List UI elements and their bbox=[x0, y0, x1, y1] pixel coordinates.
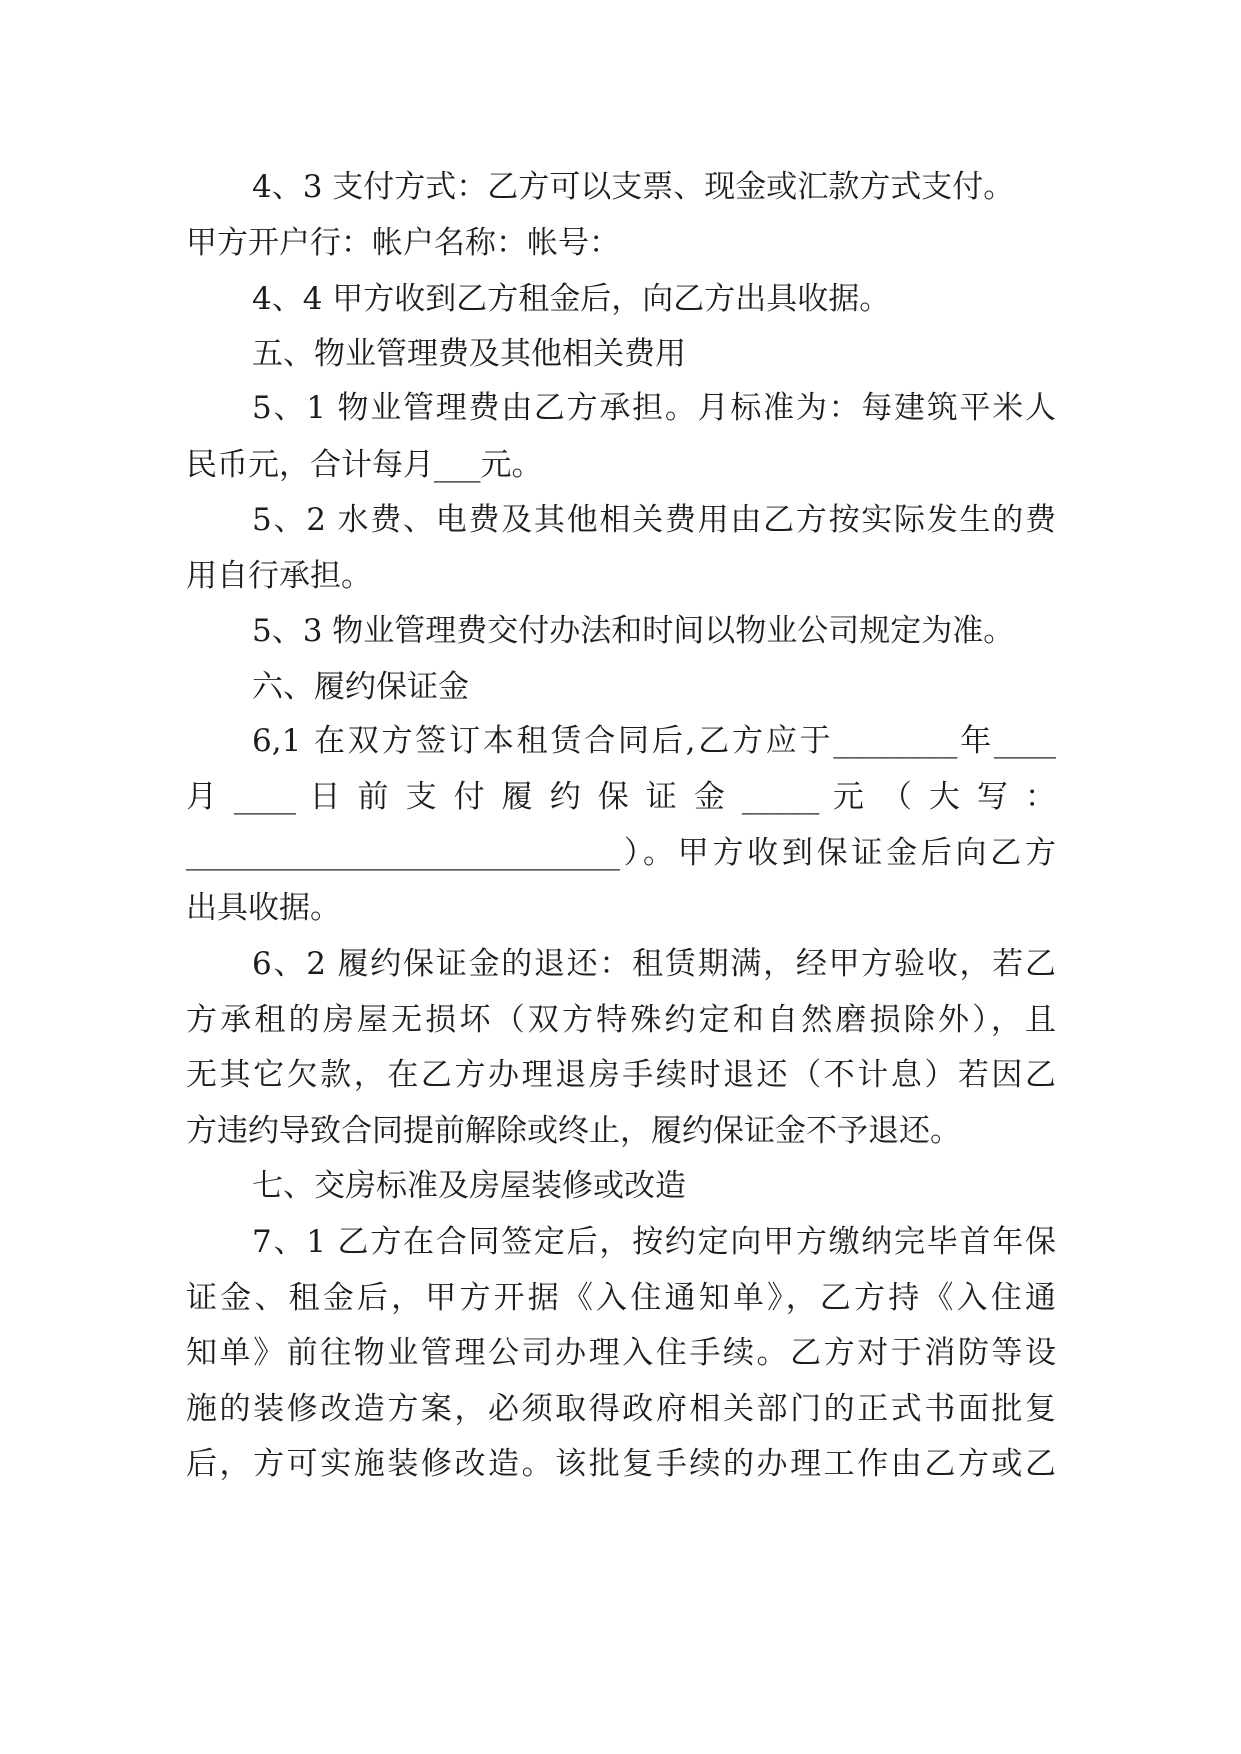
clause-6-1-line-4: 出具收据。 bbox=[186, 890, 341, 926]
clause-4-3-payment-method: 4、3 支付方式：乙方可以支票、现金或汇款方式支付。 bbox=[252, 169, 1015, 205]
clause-5-1-line-2: 民币元，合计每月___元。 bbox=[186, 447, 543, 483]
clause-5-1-line-1: 5、1 物业管理费由乙方承担。月标准为：每建筑平米人 bbox=[252, 390, 1056, 426]
clause-6-2-line-1: 6、2 履约保证金的退还：租赁期满，经甲方验收，若乙 bbox=[252, 946, 1056, 982]
clause-7-1-line-5: 后，方可实施装修改造。该批复手续的办理工作由乙方或乙 bbox=[186, 1446, 1056, 1482]
clause-6-2-line-4: 方违约导致合同提前解除或终止，履约保证金不予退还。 bbox=[186, 1113, 961, 1149]
clause-6-1-line-2: 月 ____ 日 前 支 付 履 约 保 证 金 _____ 元 （ 大 写 ： bbox=[186, 779, 1056, 815]
clause-6-2-line-2: 方承租的房屋无损坏（双方特殊约定和自然磨损除外），且 bbox=[186, 1002, 1056, 1038]
clause-4-3-bank-account: 甲方开户行：帐户名称：帐号： bbox=[186, 225, 620, 261]
clause-6-1-line-3: ____________________________）。甲方收到保证金后向乙方 bbox=[186, 835, 1056, 871]
clause-5-3: 5、3 物业管理费交付办法和时间以物业公司规定为准。 bbox=[252, 613, 1015, 649]
clause-7-1-line-3: 知单》前往物业管理公司办理入住手续。乙方对于消防等设 bbox=[186, 1335, 1056, 1371]
clause-6-2-line-3: 无其它欠款，在乙方办理退房手续时退还（不计息）若因乙 bbox=[186, 1057, 1056, 1093]
section-5-heading: 五、物业管理费及其他相关费用 bbox=[252, 336, 686, 372]
clause-5-2-line-2: 用自行承担。 bbox=[186, 558, 372, 594]
clause-7-1-line-1: 7、1 乙方在合同签定后，按约定向甲方缴纳完毕首年保 bbox=[252, 1224, 1056, 1260]
clause-7-1-line-2: 证金、租金后，甲方开据《入住通知单》，乙方持《入住通 bbox=[186, 1280, 1056, 1316]
clause-5-2-line-1: 5、2 水费、电费及其他相关费用由乙方按实际发生的费 bbox=[252, 502, 1056, 538]
section-7-heading: 七、交房标准及房屋装修或改造 bbox=[252, 1168, 686, 1204]
clause-4-4-receipt: 4、4 甲方收到乙方租金后，向乙方出具收据。 bbox=[252, 281, 891, 317]
clause-6-1-line-1: 6,1 在双方签订本租赁合同后,乙方应于________年____ bbox=[252, 723, 1056, 759]
clause-7-1-line-4: 施的装修改造方案，必须取得政府相关部门的正式书面批复 bbox=[186, 1391, 1056, 1427]
section-6-heading: 六、履约保证金 bbox=[252, 669, 469, 705]
